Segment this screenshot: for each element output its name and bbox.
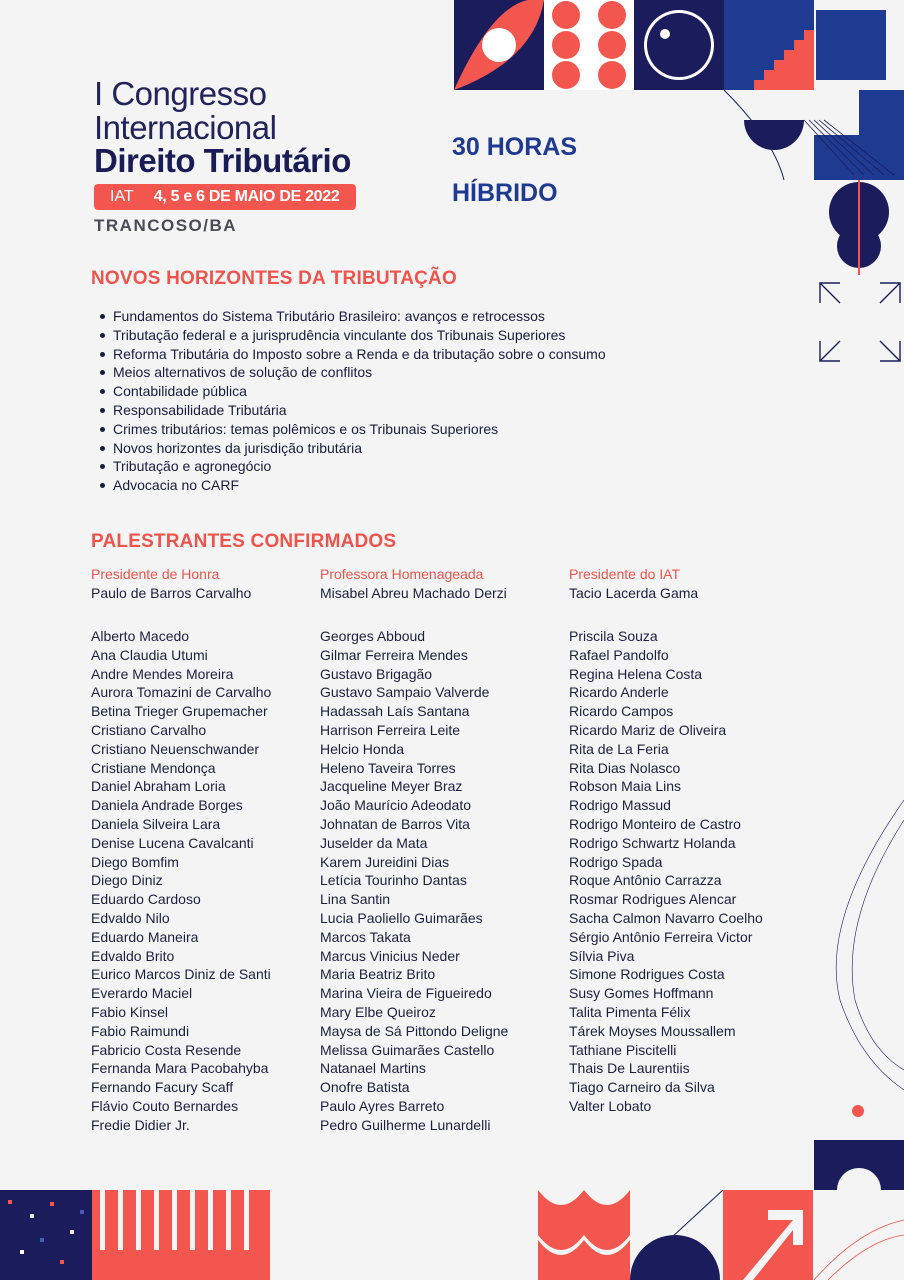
speaker-name: Sílvia Piva xyxy=(569,947,635,964)
speaker-name: Rodrigo Massud xyxy=(569,797,671,814)
speaker-name: Priscila Souza xyxy=(569,628,658,644)
speaker-name: Marcus Vinicius Neder xyxy=(320,947,460,964)
speaker-name: Onofre Batista xyxy=(320,1079,410,1096)
speaker-name: Edvaldo Brito xyxy=(91,947,175,964)
title-line-1: I Congresso xyxy=(94,75,267,112)
bottom-left-decoration xyxy=(0,1190,270,1280)
speaker-name: Tiago Carneiro da Silva xyxy=(569,1079,715,1096)
speaker-name: Pedro Guilherme Lunardelli xyxy=(320,1116,491,1133)
speaker-name: Susy Gomes Hoffmann xyxy=(569,985,714,1002)
list-item: Crimes tributários: temas polêmicos e os Tribunais Superiores xyxy=(96,420,606,439)
side-decoration xyxy=(780,800,904,1120)
speaker-name: Valter Lobato xyxy=(569,1097,652,1114)
speaker-name: Diego Bomfim xyxy=(91,853,179,870)
speaker-name: Cristiane Mendonça xyxy=(91,759,216,776)
speaker-name: Tárek Moyses Moussallem xyxy=(569,1022,736,1039)
speaker-list xyxy=(320,627,508,1135)
header-decoration xyxy=(454,0,904,275)
honoree-name: Paulo de Barros Carvalho xyxy=(91,585,252,601)
speaker-name: Harrison Ferreira Leite xyxy=(320,721,461,738)
speaker-name: Melissa Guimarães Castello xyxy=(320,1041,495,1058)
speaker-name: Rita de La Feria xyxy=(569,740,669,757)
speaker-name: Talita Pimenta Félix xyxy=(569,1003,691,1020)
speakers-column-3 xyxy=(569,565,763,1116)
speaker-name: Eduardo Maneira xyxy=(91,928,199,945)
event-location: TRANCOSO/BA xyxy=(94,216,238,235)
topics-list xyxy=(96,307,606,495)
speaker-name: Edvaldo Nilo xyxy=(91,909,170,926)
role-label: Presidente de Honra xyxy=(91,566,220,582)
badge-org: IAT xyxy=(110,188,134,205)
speaker-name: Andre Mendes Moreira xyxy=(91,665,234,682)
speaker-name: Marcos Takata xyxy=(320,928,411,945)
speaker-name: Everardo Maciel xyxy=(91,985,193,1002)
speaker-name: Maysa de Sá Pittondo Deligne xyxy=(320,1022,509,1039)
speaker-name: João Maurício Adeodato xyxy=(320,797,471,814)
speaker-name: Fabricio Costa Resende xyxy=(91,1041,242,1058)
speakers-title: PALESTRANTES CONFIRMADOS xyxy=(91,531,397,552)
speaker-name: Maria Beatriz Brito xyxy=(320,966,436,983)
speaker-name: Gustavo Brigagão xyxy=(320,665,433,682)
speaker-name: Mary Elbe Queiroz xyxy=(320,1003,436,1020)
speaker-name: Rodrigo Schwartz Holanda xyxy=(569,834,736,851)
speaker-name: Daniela Silveira Lara xyxy=(91,815,221,832)
speaker-name: Thais De Laurentiis xyxy=(569,1060,690,1077)
role-label: Presidente do IAT xyxy=(569,566,681,582)
title-line-2: Internacional xyxy=(94,109,277,146)
honoree-name: Tacio Lacerda Gama xyxy=(569,585,699,601)
speaker-name: Denise Lucena Cavalcanti xyxy=(91,834,254,851)
list-item: Responsabilidade Tributária xyxy=(96,401,606,420)
speaker-name: Ricardo Mariz de Oliveira xyxy=(569,721,727,738)
speaker-name: Helcio Honda xyxy=(320,740,405,757)
hours-label: 30 HORAS xyxy=(452,133,578,161)
list-item: Reforma Tributária do Imposto sobre a Renda e da tributação sobre o consumo xyxy=(96,345,606,364)
list-item: Contabilidade pública xyxy=(96,382,606,401)
speaker-name: Letícia Tourinho Dantas xyxy=(320,872,467,889)
speaker-name: Rosmar Rodrigues Alencar xyxy=(569,891,737,908)
speakers-column-2 xyxy=(320,565,508,1135)
speaker-name: Betina Trieger Grupemacher xyxy=(91,703,268,720)
speaker-name: Eurico Marcos Diniz de Santi xyxy=(91,966,271,983)
speaker-name: Gustavo Sampaio Valverde xyxy=(320,684,490,701)
speakers-column-1 xyxy=(91,565,271,1135)
speaker-name: Rafael Pandolfo xyxy=(569,646,669,663)
speaker-name: Ricardo Anderle xyxy=(569,684,669,701)
speaker-name: Aurora Tomazini de Carvalho xyxy=(91,684,272,701)
list-item: Tributação federal e a jurisprudência vinculante dos Tribunais Superiores xyxy=(96,326,606,345)
date-badge xyxy=(94,184,356,210)
speaker-name: Alberto Macedo xyxy=(91,628,190,644)
role-label: Professora Homenageada xyxy=(320,566,484,582)
topics-title: NOVOS HORIZONTES DA TRIBUTAÇÃO xyxy=(91,268,457,289)
speaker-name: Lina Santin xyxy=(320,891,391,908)
bottom-right-decoration xyxy=(538,1140,904,1280)
speaker-name: Juselder da Mata xyxy=(320,834,428,851)
speaker-name: Roque Antônio Carrazza xyxy=(569,872,722,889)
list-item: Novos horizontes da jurisdição tributária xyxy=(96,439,606,458)
speaker-name: Rodrigo Monteiro de Castro xyxy=(569,815,741,832)
speaker-name: Daniela Andrade Borges xyxy=(91,797,243,814)
speaker-name: Paulo Ayres Barreto xyxy=(320,1097,445,1114)
speaker-name: Marina Vieira de Figueiredo xyxy=(320,985,492,1002)
speaker-name: Fabio Raimundi xyxy=(91,1022,190,1039)
speaker-name: Robson Maia Lins xyxy=(569,778,682,795)
speaker-name: Gilmar Ferreira Mendes xyxy=(320,646,468,663)
speaker-name: Heleno Taveira Torres xyxy=(320,759,456,776)
speaker-name: Fernanda Mara Pacobahyba xyxy=(91,1060,269,1077)
speaker-name: Hadassah Laís Santana xyxy=(320,703,470,720)
speaker-name: Sacha Calmon Navarro Coelho xyxy=(569,909,763,926)
list-item: Advocacia no CARF xyxy=(96,476,606,495)
speaker-list xyxy=(569,627,763,1116)
speaker-name: Daniel Abraham Loria xyxy=(91,778,226,795)
speaker-name: Flávio Couto Bernardes xyxy=(91,1097,239,1114)
speaker-name: Ana Claudia Utumi xyxy=(91,646,208,663)
badge-dates: 4, 5 e 6 DE MAIO DE 2022 xyxy=(153,188,340,205)
speaker-list xyxy=(91,627,271,1135)
list-item: Tributação e agronegócio xyxy=(96,457,606,476)
speaker-name: Sérgio Antônio Ferreira Victor xyxy=(569,928,753,945)
speaker-name: Natanael Martins xyxy=(320,1060,426,1077)
speaker-name: Cristiano Neuenschwander xyxy=(91,740,260,757)
speaker-name: Tathiane Piscitelli xyxy=(569,1041,677,1058)
speaker-name: Fernando Facury Scaff xyxy=(91,1079,234,1096)
list-item: Meios alternativos de solução de conflitos xyxy=(96,363,606,382)
speaker-name: Cristiano Carvalho xyxy=(91,721,207,738)
expand-arrows-icon xyxy=(818,281,902,363)
speaker-name: Jacqueline Meyer Braz xyxy=(320,778,463,795)
honoree-name: Misabel Abreu Machado Derzi xyxy=(320,585,507,601)
speaker-name: Regina Helena Costa xyxy=(569,665,703,682)
speaker-name: Ricardo Campos xyxy=(569,703,674,720)
speaker-name: Karem Jureidini Dias xyxy=(320,853,450,870)
speaker-name: Johnatan de Barros Vita xyxy=(320,815,470,832)
speaker-name: Lucia Paoliello Guimarães xyxy=(320,909,483,926)
speaker-name: Fredie Didier Jr. xyxy=(91,1116,190,1133)
speaker-name: Simone Rodrigues Costa xyxy=(569,966,725,983)
list-item: Fundamentos do Sistema Tributário Brasileiro: avanços e retrocessos xyxy=(96,307,606,326)
speaker-name: Diego Diniz xyxy=(91,872,163,889)
speaker-name: Eduardo Cardoso xyxy=(91,891,201,908)
page-title: Direito Tributário xyxy=(94,142,351,179)
format-label: HÍBRIDO xyxy=(452,179,558,207)
speaker-name: Rita Dias Nolasco xyxy=(569,759,681,776)
speaker-name: Georges Abboud xyxy=(320,628,426,644)
speaker-name: Rodrigo Spada xyxy=(569,853,663,870)
speaker-name: Fabio Kinsel xyxy=(91,1003,169,1020)
